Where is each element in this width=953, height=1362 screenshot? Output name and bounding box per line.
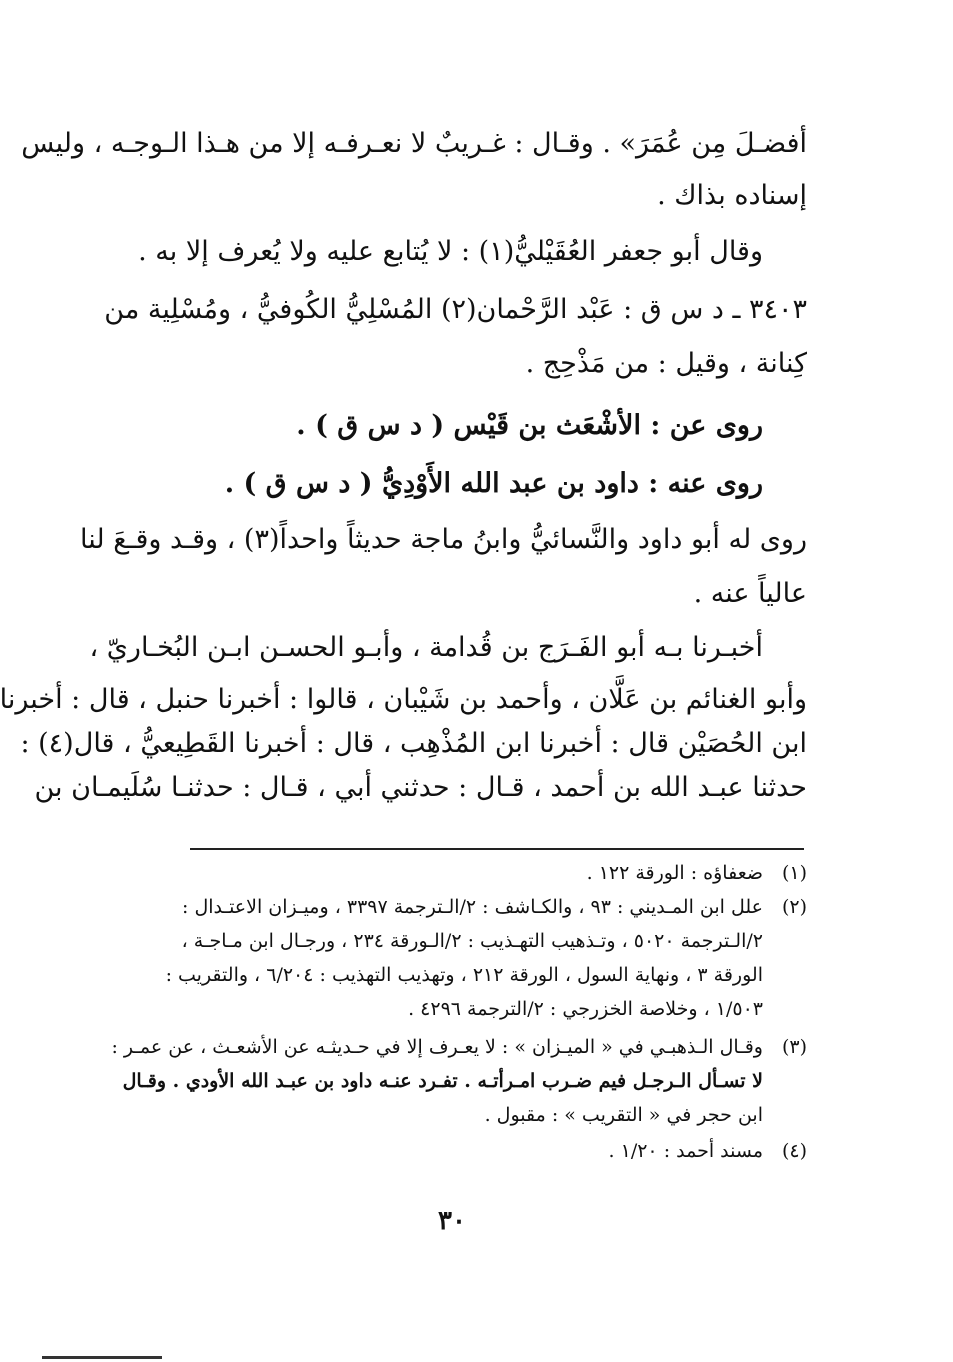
- footnote-3: [111, 1030, 807, 1064]
- text-line: روى عنه : داود بن عبد الله الأَوْدِيُّ ( د س ق ) .: [224, 468, 763, 499]
- text-line: حدثنا عبـد الله بن أحمد ، قـال : حدثني أبي ، قـال : حدثنـا سُلَيمـان بن: [34, 772, 807, 803]
- footnote-1: [187, 856, 807, 890]
- text-line: عالياً عنه .: [693, 578, 807, 609]
- text-line: وأبو الغنائم بن عَلَّان ، وأحمد بن شَيْبان ، قالوا : أخبرنا حنبل ، قال : أخبرنا: [0, 684, 807, 715]
- footnote-text: ١/٥٠٣ ، وخلاصة الخزرجي : ٢/الترجمة ٤٢٩٦ .: [408, 998, 763, 1020]
- text-line: ابن الحُصَيْن قال : أخبرنا ابن المُذْهِب ، قال : أخبرنا القَطِيعيُّ ، قال(٤) :: [20, 728, 807, 759]
- footnote-text: لا تسـأل الـرجـل فيم ضـرب امـرأتـه . تفـرد عنـه داود بن عبـد الله الأودي . وقـال: [122, 1070, 763, 1092]
- footnote-text: ضعفاؤه : الورقة ١٢٢ .: [586, 862, 763, 884]
- footnote-2: [182, 890, 807, 924]
- footnote-text: ابن حجر في « التقريب » : مقبول .: [484, 1104, 763, 1126]
- text-line: كِنانة ، وقيل : من مَذْحِج .: [525, 348, 807, 379]
- footnote-number: (٢): [781, 896, 807, 918]
- text-line: روى عن : الأشْعَث بن قَيْس ( د س ق ) .: [296, 410, 763, 441]
- scan-edge-line: [42, 1356, 162, 1359]
- footnote-number: (٣): [781, 1036, 807, 1058]
- footnote-number: (٤): [781, 1140, 807, 1162]
- text-line: أفضـلَ مِن عُمَرَ» . وقـال : غـريبٌ لا نعـرفـه إلا من هـذا الـوجـه ، وليس: [21, 128, 807, 159]
- text-line: روى له أبو داود والنَّسائيُّ وابنُ ماجة حديثاً واحداً(٣) ، وقـد وقـعَ لنا: [80, 524, 807, 555]
- footnote-4: [187, 1134, 807, 1168]
- footnote-text: علل ابن المـديني : ٩٣ ، والكـاشف : ٢/الـترجمة ٣٣٩٧ ، وميـزان الاعتـدال :: [182, 896, 763, 918]
- text-line: إسناده بذاك .: [657, 180, 807, 211]
- footnote-text: مسند أحمد : ١/٢٠ .: [608, 1140, 763, 1162]
- footnote-separator: [190, 848, 804, 850]
- page-number: ٣٠: [438, 1206, 466, 1236]
- text-line: ٣٤٠٣ ـ د س ق : عَبْد الرَّحْمان(٢) المُسْلِيُّ الكُوفيُّ ، ومُسْلِية من: [104, 294, 807, 325]
- footnote-text: وقـال الـذهبـي في « الميـزان » : لا يعـرف إلا في حـديثـه عن الأشعـث ، عن عمـر :: [111, 1036, 763, 1058]
- footnote-text: ٢/الـترجمة ٥٠٢٠ ، وتـذهيب التهـذيب : ٢/الـورقة ٢٣٤ ، ورجـال ابن مـاجـة ،: [181, 930, 763, 952]
- text-line: وقال أبو جعفر العُقَيْليُّ(١) : لا يُتابع عليه ولا يُعرف إلا به .: [138, 236, 763, 267]
- text-line: أخبـرنا بـه أبو الفَـرَج بن قُدامة ، وأبـو الحسـن ابـن البُخـاريّ ،: [89, 632, 763, 663]
- footnote-text: الورقة ٣ ، ونهاية السول ، الورقة ٢١٢ ، وتهذيب التهذيب : ٦/٢٠٤ ، والتقريب :: [165, 964, 763, 986]
- footnote-number: (١): [781, 862, 807, 884]
